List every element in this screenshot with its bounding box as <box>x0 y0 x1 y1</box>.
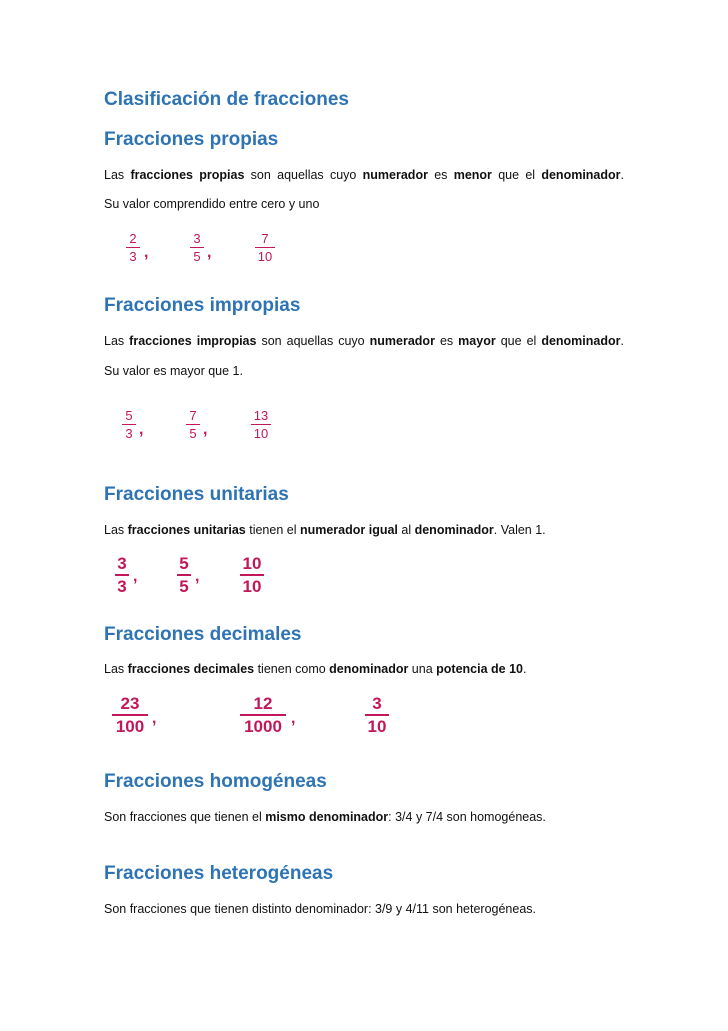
paragraph-unitarias-definition: Las fracciones unitarias tienen el numerador igual al denominador. Valen 1. <box>104 523 546 537</box>
fraction-separator: , <box>133 568 138 585</box>
fraction-separator: , <box>195 568 200 585</box>
paragraph-impropias-definition: Las fracciones impropias son aquellas cuyo numerador es mayor que el denominador. <box>104 334 624 348</box>
paragraph-homogeneas-definition: Son fracciones que tienen el mismo denominador: 3/4 y 7/4 son homogéneas. <box>104 810 546 824</box>
heading-fracciones-propias: Fracciones propias <box>104 129 279 150</box>
fraction-7-5: 7 5 <box>186 409 200 440</box>
paragraph-propias-value: Su valor comprendido entre cero y uno <box>104 197 320 211</box>
fraction-separator: , <box>203 421 208 438</box>
document-title: Clasificación de fracciones <box>104 89 349 110</box>
fraction-3-10: 3 10 <box>365 695 389 735</box>
heading-fracciones-impropias: Fracciones impropias <box>104 295 301 316</box>
fraction-separator: , <box>144 244 149 261</box>
fraction-5-5: 5 5 <box>177 555 191 595</box>
fraction-separator: , <box>152 710 157 727</box>
fraction-separator: , <box>139 421 144 438</box>
fraction-13-10: 13 10 <box>251 409 271 440</box>
fraction-12-1000: 12 1000 <box>240 695 286 735</box>
heading-fracciones-decimales: Fracciones decimales <box>104 624 302 645</box>
paragraph-heterogeneas-definition: Son fracciones que tienen distinto denominador: 3/9 y 4/11 son heterogéneas. <box>104 902 537 916</box>
fraction-10-10: 10 10 <box>240 555 264 595</box>
fraction-5-3: 5 3 <box>122 409 136 440</box>
fraction-2-3: 2 3 <box>126 232 140 263</box>
fraction-3-5: 3 5 <box>190 232 204 263</box>
fraction-separator: , <box>207 244 212 261</box>
fraction-separator: , <box>291 710 296 727</box>
fraction-3-3: 3 3 <box>115 555 129 595</box>
fraction-7-10: 7 10 <box>255 232 275 263</box>
heading-fracciones-unitarias: Fracciones unitarias <box>104 484 289 505</box>
fraction-23-100: 23 100 <box>112 695 148 735</box>
paragraph-decimales-definition: Las fracciones decimales tienen como denominador una potencia de 10. <box>104 662 527 676</box>
heading-fracciones-heterogeneas: Fracciones heterogéneas <box>104 863 334 884</box>
paragraph-propias-definition: Las fracciones propias son aquellas cuyo numerador es menor que el denominador. <box>104 168 624 182</box>
heading-fracciones-homogeneas: Fracciones homogéneas <box>104 771 327 792</box>
paragraph-impropias-value: Su valor es mayor que 1. <box>104 364 243 378</box>
